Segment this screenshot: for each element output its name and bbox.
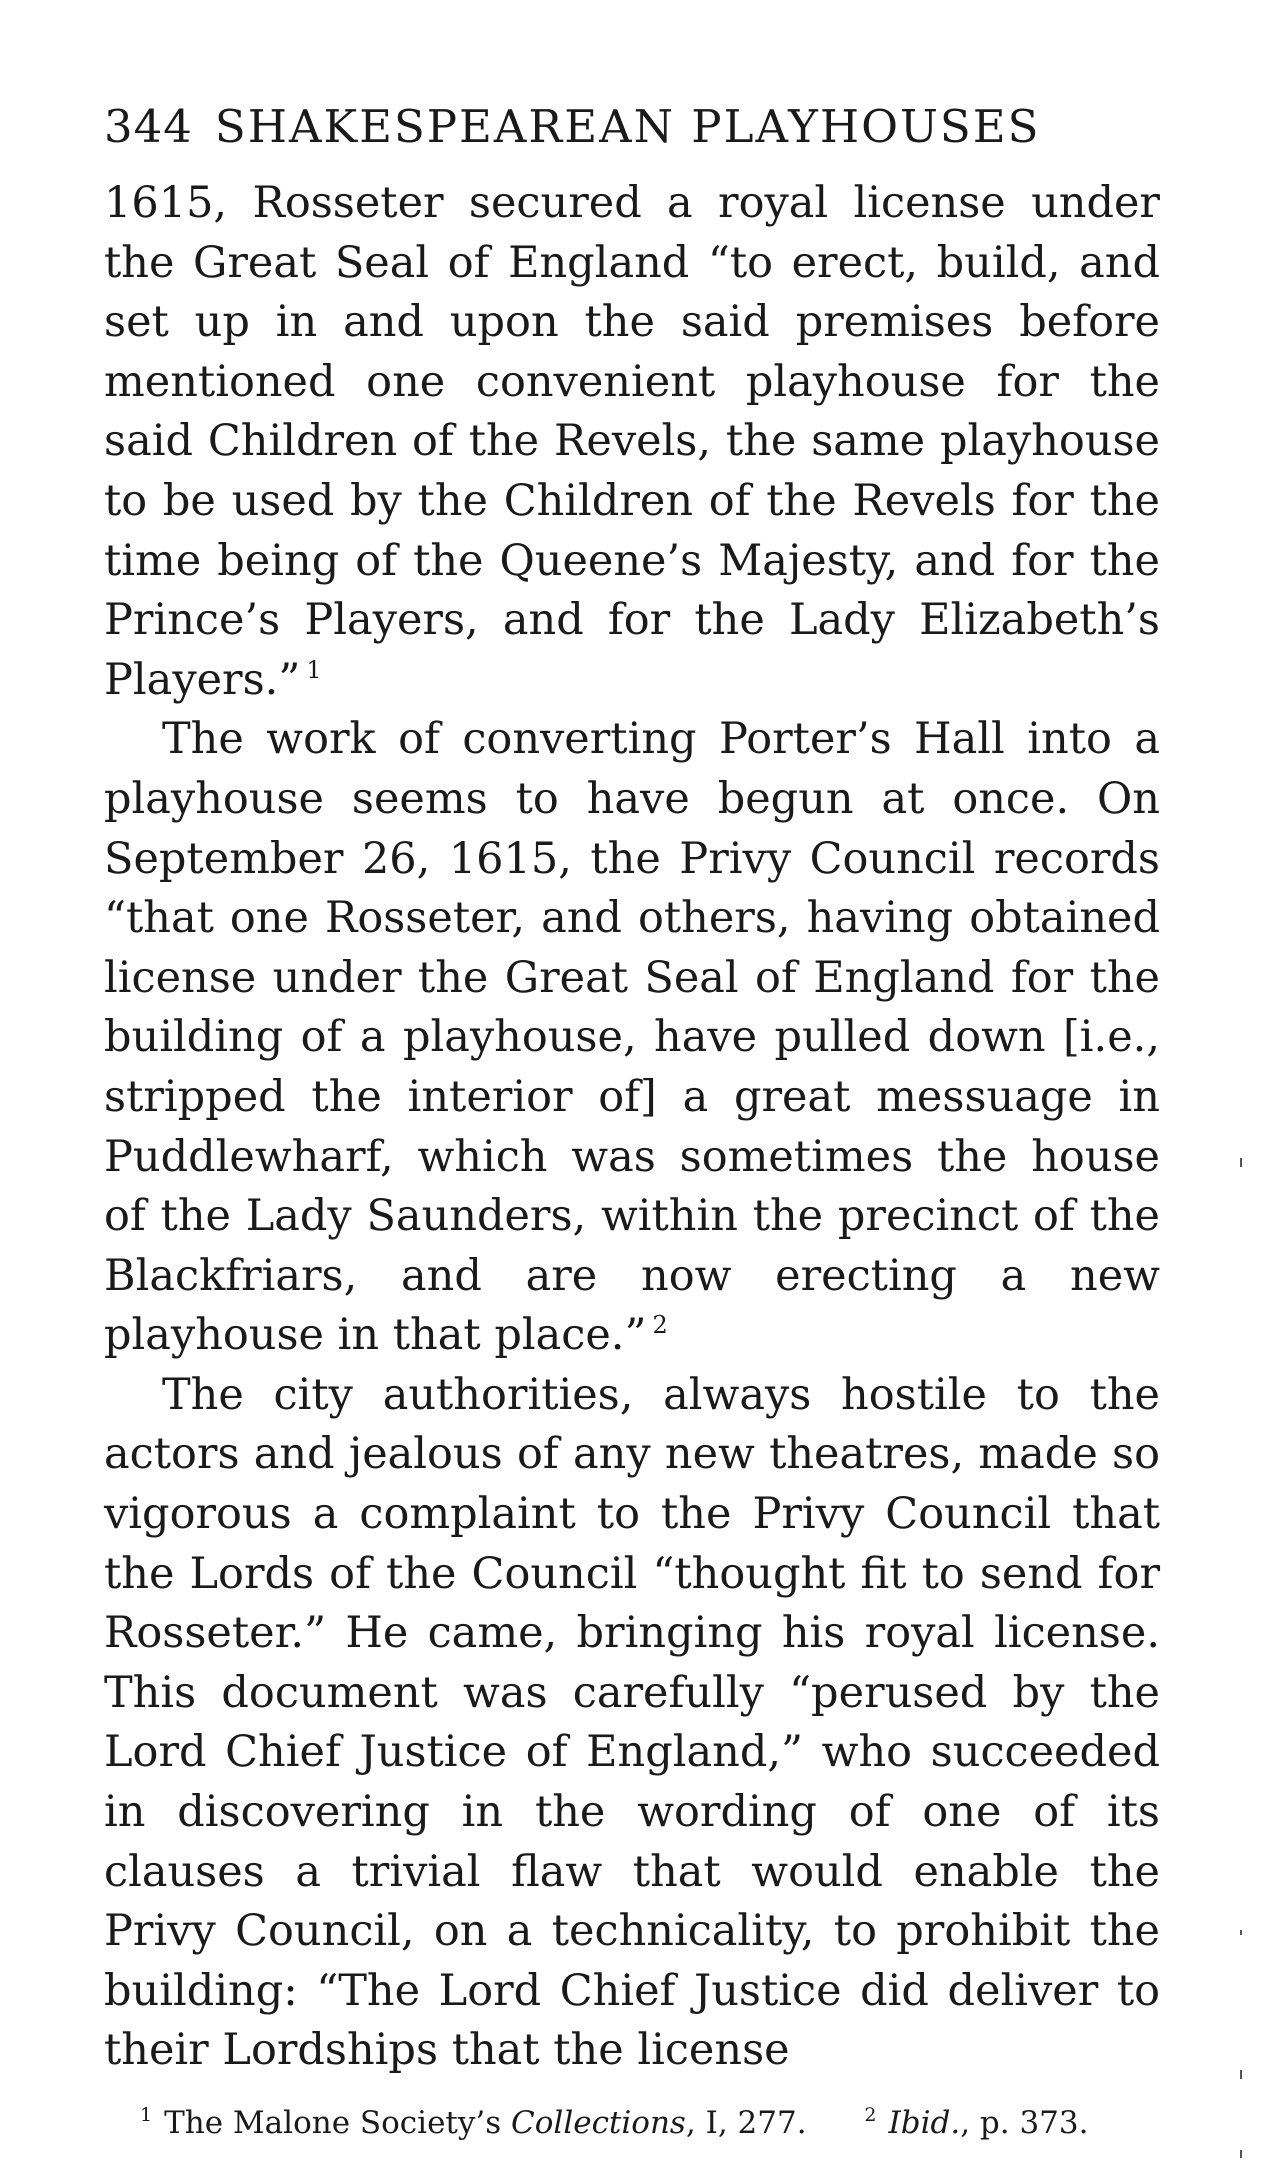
scan-speck: [1240, 2070, 1242, 2079]
footnote-citation: , p. 373.: [960, 2105, 1089, 2141]
running-head: [104, 100, 1160, 170]
footnote-citation: , I, 277.: [685, 2105, 807, 2141]
footnote-reference: 2: [652, 1311, 668, 1340]
page-number: 344: [104, 100, 193, 153]
paragraph-text: The city authorities, always hostile to the actors and jealous of any new theatres, made so vigorous a complaint to the Privy Council that the Lords of the Council “thought fit to send for Rosseter.” He came, bringing his royal license. This document was carefully “perused by the Lord Chief Justice of England,” who succeeded in discovering in the wording of one of its clauses a trivial flaw that would enable the Privy Council, on a technicality, to prohibit the building: “The Lord Chief Justice did deliver to their Lordships that the license: [104, 1369, 1160, 2076]
footnote-reference: 1: [306, 655, 322, 684]
footnote-number: 1: [140, 2104, 153, 2126]
paragraph: [104, 710, 1160, 1366]
footnote-title: Ibid.: [888, 2105, 961, 2141]
paragraph: [104, 174, 1160, 710]
footnote-text: The Malone Society’s: [164, 2105, 512, 2141]
paragraph: [104, 1366, 1160, 2081]
footnote-title: Collections: [511, 2105, 686, 2141]
footnote: [864, 2095, 1088, 2143]
footnote-number: 2: [864, 2104, 877, 2126]
running-title: SHAKESPEAREAN PLAYHOUSES: [214, 100, 1041, 153]
scan-speck: [1240, 1158, 1242, 1167]
book-page: [104, 100, 1160, 2143]
scan-speck: [1240, 2150, 1242, 2158]
footnote: [140, 2095, 807, 2143]
paragraph-text: The work of converting Porter’s Hall into a playhouse seems to have begun at once. On September 26, 1615, the Privy Council records “that one Rosseter, and others, having obtained license under the Great Seal of England for the building of a playhouse, have pulled down [i.e., stripped the interior of] a great messuage in Puddlewharf, which was sometimes the house of the Lady Saunders, within the precinct of the Blackfriars, and are now erecting a new playhouse in that place.”: [104, 714, 1160, 1361]
paragraph-text: 1615, Rosseter secured a royal license under the Great Seal of England “to erect, build, and set up in and upon the said premises before mentioned one convenient playhouse for the said Children of the Revels, the same playhouse to be used by the Children of the Revels for the time being of the Queene’s Majesty, and for the Prince’s Players, and for the Lady Elizabeth’s Players.”: [104, 178, 1160, 705]
scan-speck: [1240, 1930, 1242, 1935]
footnotes: [104, 2095, 1160, 2143]
body-text: [104, 174, 1160, 2081]
